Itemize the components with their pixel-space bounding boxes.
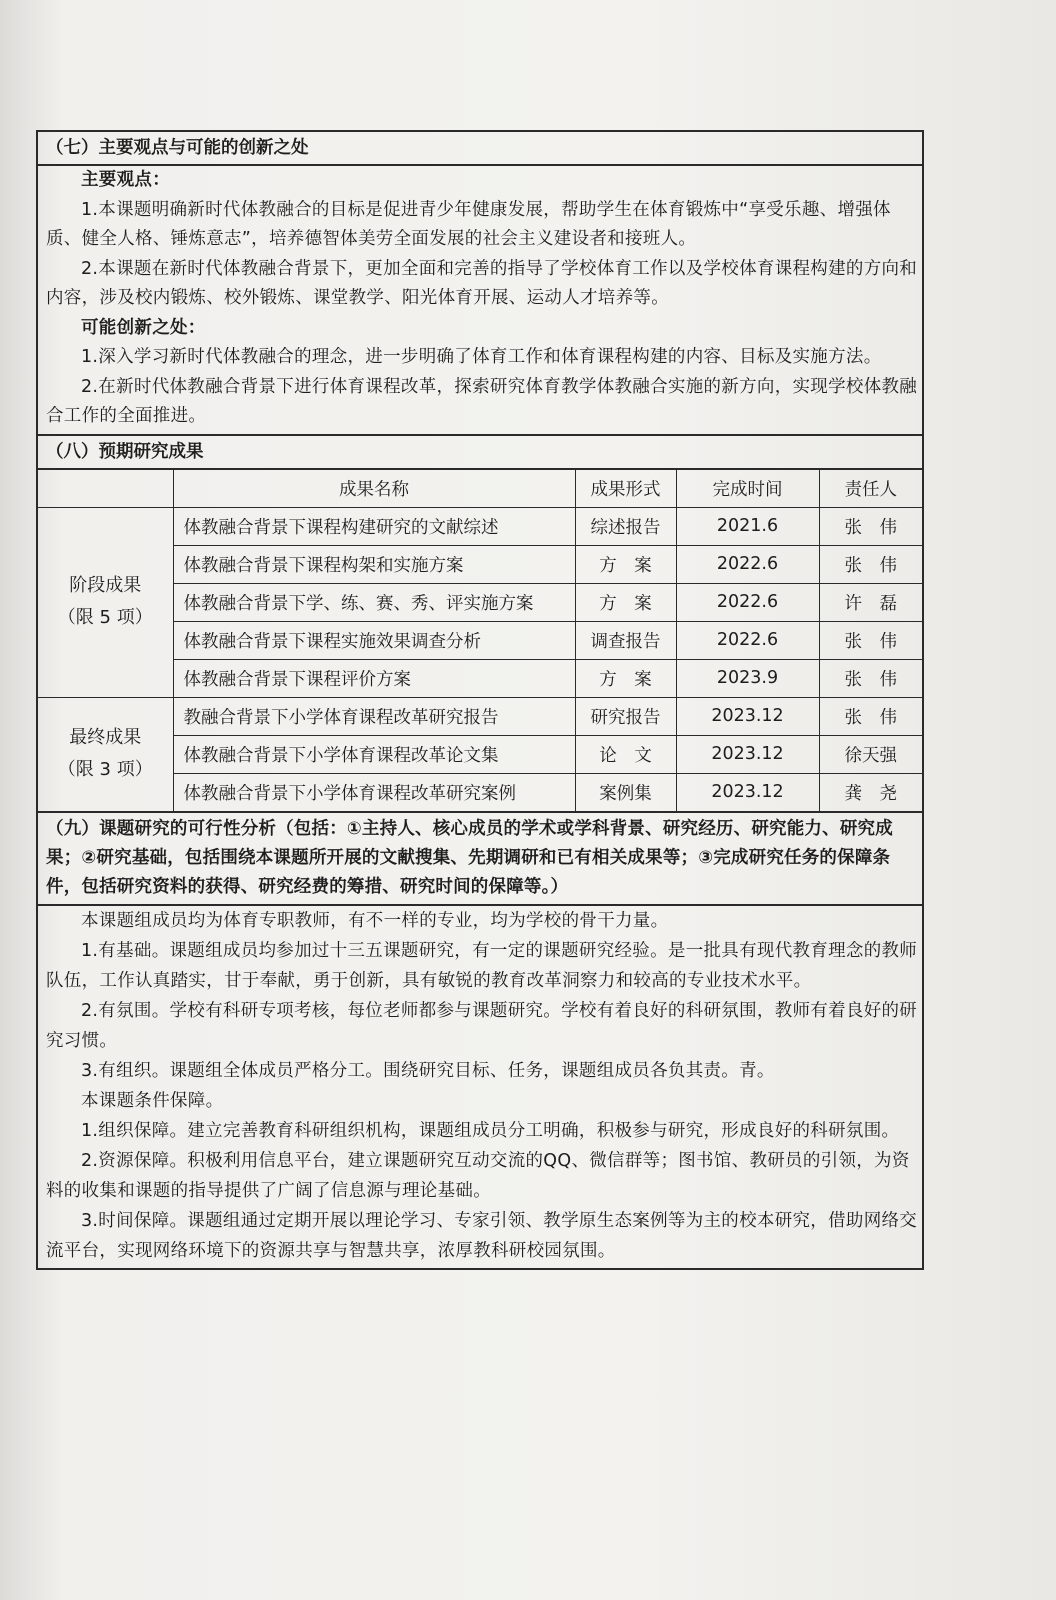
feasibility-paragraph: 3.有组织。课题组全体成员严格分工。围绕研究目标、任务，课题组成员各负其责。青。 [81, 1060, 775, 1081]
result-name: 体教融合背景下小学体育课程改革论文集 [173, 735, 575, 773]
section-9-body [38, 906, 922, 1270]
result-time: 2023.12 [676, 773, 819, 812]
result-name: 体教融合背景下课程评价方案 [173, 659, 575, 697]
result-person: 张 伟 [819, 621, 922, 659]
section-9-heading: （九）课题研究的可行性分析（包括：①主持人、核心成员的学术或学科背景、研究经历、研究能力、研究成果；②研究基础，包括围绕本课题所开展的文献搜集、先期调研和已有相关成果等；③完成研究任务的保障条件，包括研究资料的获得、研究经费的筹措、研究时间的保障等。） [38, 813, 922, 906]
table-row [38, 507, 922, 545]
result-person: 张 伟 [819, 507, 922, 545]
main-point: 1.本课题明确新时代体教融合的目标是促进青少年健康发展，帮助学生在体育锻炼中“享受乐趣、增强体质、健全人格、锤炼意志”，培养德智体美劳全面发展的社会主义建设者和接班人。 [46, 199, 891, 249]
result-form: 论 文 [575, 735, 676, 773]
result-person: 张 伟 [819, 545, 922, 583]
feasibility-paragraph: 本课题条件保障。 [81, 1090, 224, 1111]
main-points-label: 主要观点： [81, 170, 170, 190]
result-time: 2023.9 [676, 659, 819, 697]
result-person: 许 磊 [819, 583, 922, 621]
feasibility-paragraph: 3.时间保障。课题组通过定期开展以理论学习、专家引领、教学原生态案例等为主的校本研究，借助网络交流平台，实现网络环境下的资源共享与智慧共享，浓厚教科研校园氛围。 [46, 1210, 918, 1261]
result-form: 研究报告 [575, 697, 676, 735]
table-row [38, 697, 922, 735]
result-time: 2022.6 [676, 545, 819, 583]
feasibility-paragraph: 本课题组成员均为体育专职教师，有不一样的专业，均为学校的骨干力量。 [81, 910, 669, 931]
table-header-row [38, 470, 922, 508]
result-name: 教融合背景下小学体育课程改革研究报告 [173, 697, 575, 735]
result-name: 体教融合背景下小学体育课程改革研究案例 [173, 773, 575, 812]
innovation-label: 可能创新之处： [81, 317, 206, 338]
header-time: 完成时间 [676, 470, 819, 508]
result-name: 体教融合背景下课程实施效果调查分析 [173, 621, 575, 659]
result-person: 张 伟 [819, 697, 922, 735]
section-7-heading: （七）主要观点与可能的创新之处 [38, 132, 922, 166]
innovation-point: 2.在新时代体教融合背景下进行体育课程改革，探索研究体育教学体教融合实施的新方向，实现学校体教融合工作的全面推进。 [46, 376, 918, 426]
expected-results-table [38, 470, 922, 813]
result-form: 方 案 [575, 659, 676, 697]
header-form: 成果形式 [575, 470, 676, 508]
section-8-heading: （八）预期研究成果 [38, 436, 922, 470]
result-time: 2022.6 [676, 583, 819, 621]
header-person: 责任人 [819, 470, 922, 508]
feasibility-paragraph: 1.组织保障。建立完善教育科研组织机构，课题组成员分工明确，积极参与研究，形成良好的科研氛围。 [81, 1120, 900, 1141]
result-time: 2023.12 [676, 697, 819, 735]
result-form: 方 案 [575, 583, 676, 621]
result-form: 案例集 [575, 773, 676, 812]
result-form: 方 案 [575, 545, 676, 583]
result-name: 体教融合背景下课程构建研究的文献综述 [173, 507, 575, 545]
result-name: 体教融合背景下课程构架和实施方案 [173, 545, 575, 583]
final-results-label: 最终成果 （限 3 项） [38, 697, 173, 812]
header-blank [38, 470, 173, 508]
application-form-sheet [36, 130, 924, 1270]
feasibility-paragraph: 2.有氛围。学校有科研专项考核，每位老师都参与课题研究。学校有着良好的科研氛围，教师有着良好的研究习惯。 [46, 1000, 918, 1051]
stage-results-label: 阶段成果 （限 5 项） [38, 507, 173, 697]
result-person: 张 伟 [819, 659, 922, 697]
result-person: 徐天强 [819, 735, 922, 773]
feasibility-paragraph: 2.资源保障。积极利用信息平台，建立课题研究互动交流的QQ、微信群等；图书馆、教研员的引领，为资料的收集和课题的指导提供了广阔了信息源与理论基础。 [46, 1150, 910, 1201]
result-time: 2023.12 [676, 735, 819, 773]
result-name: 体教融合背景下学、练、赛、秀、评实施方案 [173, 583, 575, 621]
result-person: 龚 尧 [844, 783, 897, 804]
section-7-body [38, 166, 922, 436]
result-form: 综述报告 [575, 507, 676, 545]
result-form: 调查报告 [575, 621, 676, 659]
result-time: 2022.6 [676, 621, 819, 659]
innovation-point: 1.深入学习新时代体教融合的理念，进一步明确了体育工作和体育课程构建的内容、目标及实施方法。 [81, 347, 882, 367]
header-name: 成果名称 [173, 470, 575, 508]
feasibility-paragraph: 1.有基础。课题组成员均参加过十三五课题研究，有一定的课题研究经验。是一批具有现代教育理念的教师队伍，工作认真踏实，甘于奉献，勇于创新，具有敏锐的教育改革洞察力和较高的专业技术水平。 [46, 940, 918, 991]
main-point: 2.本课题在新时代体教融合背景下，更加全面和完善的指导了学校体育工作以及学校体育课程构建的方向和内容，涉及校内锻炼、校外锻炼、课堂教学、阳光体育开展、运动人才培养等。 [46, 258, 918, 308]
result-time: 2021.6 [676, 507, 819, 545]
